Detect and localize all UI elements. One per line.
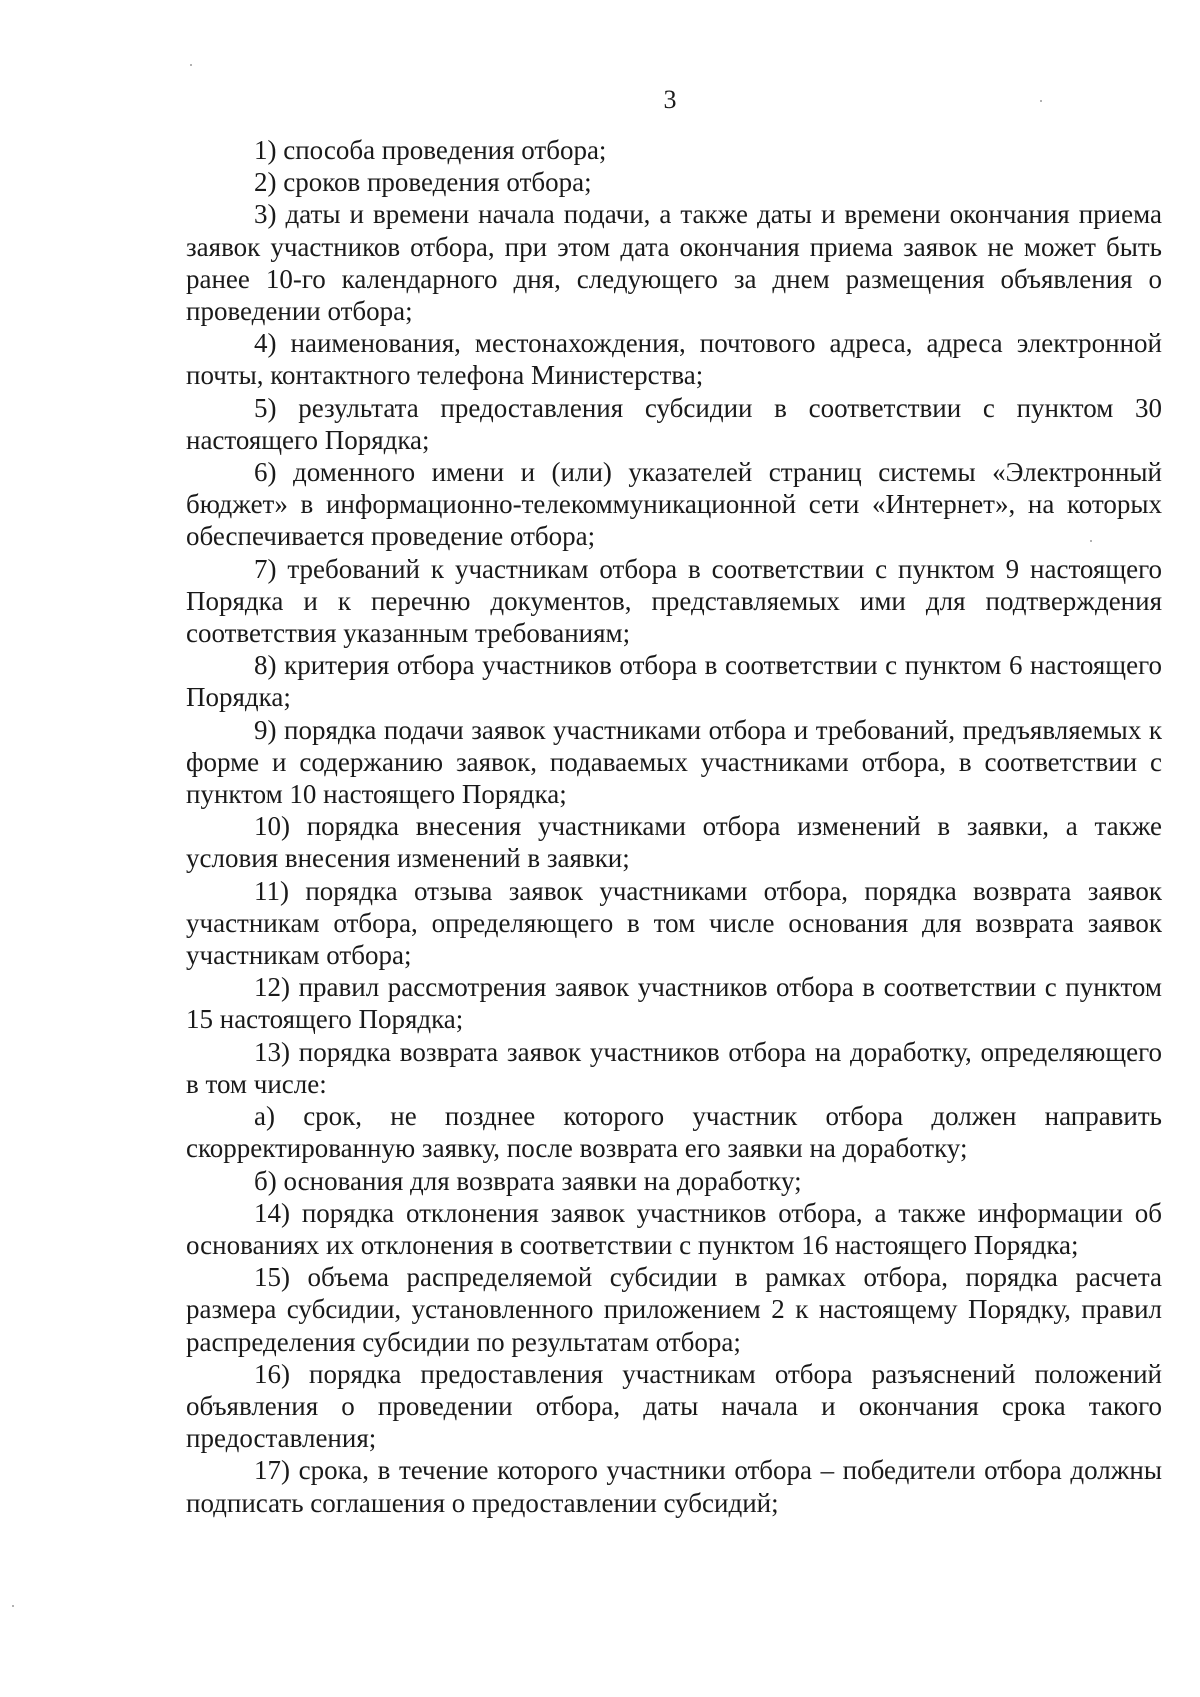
paragraph-item-2: 2) сроков проведения отбора; (254, 167, 592, 198)
paragraph-item-14: 14) порядка отклонения заявок участников отбора, а также информации об основаниях их отклонения в соответствии с пунктом 16 настоящего Порядка; (186, 1197, 1162, 1260)
paragraph-item-6: 6) доменного имени и (или) указателей страниц системы «Электронный бюджет» в информационно-телекоммуникационной сети «Интернет», на которых обеспечивается проведение отбора; (186, 457, 1162, 552)
paragraph-item-17: 17) срока, в течение которого участники отбора – победители отбора должны подписать соглашения о предоставлении субсидий; (186, 1455, 1162, 1518)
paragraph-item-1: 1) способа проведения отбора; (254, 135, 607, 165)
scan-speck (1090, 540, 1092, 542)
paragraph-subitem-b: б) основания для возврата заявки на доработку; (254, 1165, 802, 1196)
paragraph-item-12: 12) правил рассмотрения заявок участников отбора в соответствии с пунктом 15 настоящего Порядка; (186, 972, 1162, 1035)
paragraph-item-15: 15) объема распределяемой субсидии в рамках отбора, порядка расчета размера субсидии, установленного приложением 2 к настоящему Порядку, правил распределения субсидии по результатам отбора; (186, 1262, 1162, 1357)
scan-speck (190, 64, 192, 66)
paragraph-item-10: 10) порядка внесения участниками отбора изменений в заявки, а также условия внесения изменений в заявки; (186, 811, 1162, 874)
paragraph-item-8: 8) критерия отбора участников отбора в соответствии с пунктом 6 настоящего Порядка; (186, 650, 1162, 713)
scan-speck (12, 1605, 14, 1607)
document-body (186, 134, 1162, 1519)
scan-speck (1040, 100, 1042, 102)
paragraph-item-3: 3) даты и времени начала подачи, а также даты и времени окончания приема заявок участников отбора, при этом дата окончания приема заявок не может быть ранее 10-го календарного дня, следующего за днем размещения объявления о проведении отбора; (186, 199, 1162, 327)
paragraph-item-13: 13) порядка возврата заявок участников отбора на доработку, определяющего в том числе: (186, 1036, 1162, 1099)
page-number: 3 (663, 85, 677, 114)
paragraph-item-5: 5) результата предоставления субсидии в соответствии с пунктом 30 настоящего Порядка; (186, 392, 1162, 455)
paragraph-item-4: 4) наименования, местонахождения, почтового адреса, адреса электронной почты, контактного телефона Министерства; (186, 328, 1162, 391)
paragraph-subitem-a: а) срок, не позднее которого участник отбора должен направить скорректированную заявку, после возврата его заявки на доработку; (186, 1101, 1162, 1164)
paragraph-item-9: 9) порядка подачи заявок участниками отбора и требований, предъявляемых к форме и содержанию заявок, подаваемых участниками отбора, в соответствии с пунктом 10 настоящего Порядка; (186, 714, 1162, 810)
paragraph-item-7: 7) требований к участникам отбора в соответствии с пунктом 9 настоящего Порядка и к перечню документов, представляемых ими для подтверждения соответствия указанным требованиям; (186, 553, 1162, 649)
paragraph-item-16: 16) порядка предоставления участникам отбора разъяснений положений объявления о проведении отбора, даты начала и окончания срока такого предоставления; (186, 1358, 1162, 1454)
paragraph-item-11: 11) порядка отзыва заявок участниками отбора, порядка возврата заявок участникам отбора, определяющего в том числе основания для возврата заявок участникам отбора; (186, 875, 1162, 971)
